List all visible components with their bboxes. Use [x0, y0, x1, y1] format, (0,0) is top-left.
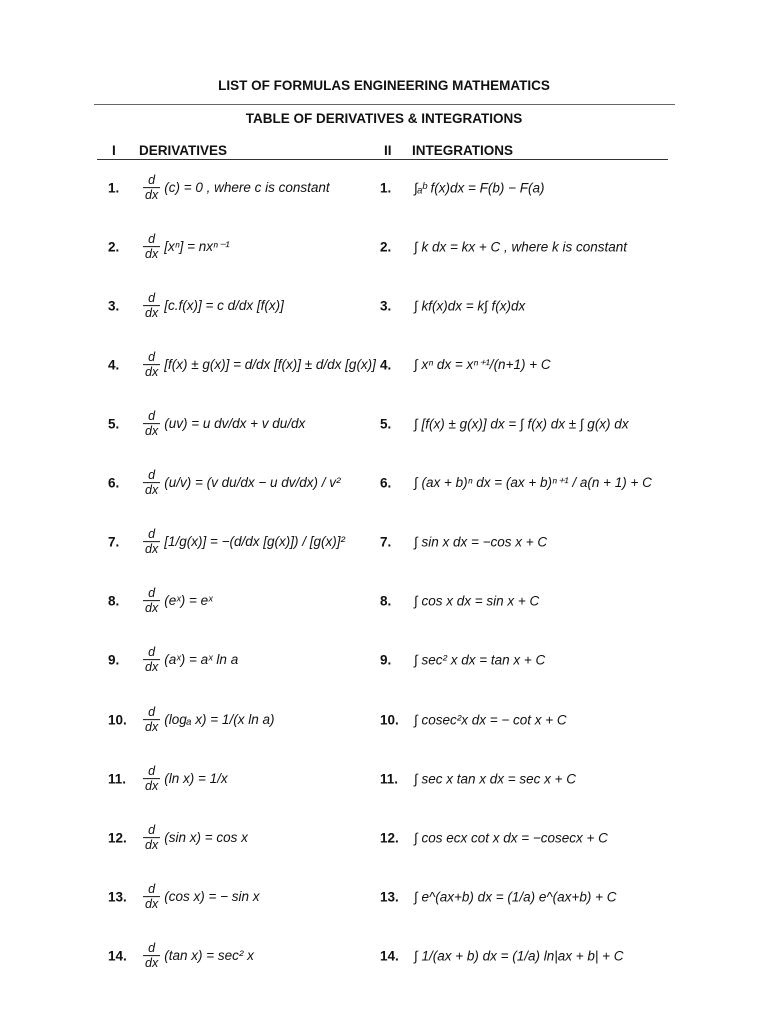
derivative-number: 9. [108, 652, 120, 668]
d-dx-operator: $\frac{d}{dx}$ [145, 882, 159, 912]
d-dx-operator: $\frac{d}{dx}$ [145, 705, 159, 735]
formula-row [0, 869, 768, 925]
integration-formula: ∫ cos ecx cot x dx = −cosecx + C [414, 830, 608, 846]
derivative-number: 7. [108, 534, 120, 550]
integration-formula: ∫ cos x dx = sin x + C [414, 593, 540, 609]
derivative-formula [141, 291, 284, 321]
integration-number: 5. [380, 416, 392, 432]
integration-formula: ∫ₐᵇ f(x)dx = F(b) − F(a) [414, 180, 545, 196]
derivative-expression: (sin x) = cos x [164, 830, 248, 846]
d-dx-operator: $\frac{d}{dx}$ [145, 350, 159, 380]
formula-row [0, 396, 768, 452]
formula-row [0, 692, 768, 748]
integration-number: 9. [380, 652, 392, 668]
formula-row [0, 455, 768, 511]
derivative-number: 3. [108, 298, 120, 314]
d-dx-operator: $\frac{d}{dx}$ [145, 764, 159, 794]
derivative-formula [141, 527, 345, 557]
integration-number: 2. [380, 239, 392, 255]
integration-number: 11. [380, 771, 399, 787]
integration-number: 4. [380, 357, 392, 373]
integration-number: 3. [380, 298, 392, 314]
d-dx-operator: $\frac{d}{dx}$ [145, 173, 159, 203]
integration-formula: ∫ (ax + b)ⁿ dx = (ax + b)ⁿ⁺¹ / a(n + 1) + C [414, 475, 652, 490]
integration-number: 7. [380, 534, 392, 550]
formula-row [0, 632, 768, 688]
integration-formula: ∫ kf(x)dx = k∫ f(x)dx [414, 298, 526, 314]
derivative-formula [141, 941, 254, 971]
formula-row [0, 160, 768, 216]
derivative-number: 1. [108, 180, 120, 196]
derivative-number: 4. [108, 357, 120, 373]
integration-formula: ∫ sin x dx = −cos x + C [414, 534, 548, 550]
derivative-expression: (c) = 0 , where c is constant [164, 180, 330, 196]
d-dx-operator: $\frac{d}{dx}$ [145, 232, 159, 262]
derivatives-heading: DERIVATIVES [139, 143, 228, 158]
derivative-formula [141, 882, 259, 912]
d-dx-operator: $\frac{d}{dx}$ [145, 941, 159, 971]
derivative-expression: (logₐ x) = 1/(x ln a) [164, 712, 275, 728]
d-dx-operator: $\frac{d}{dx}$ [145, 586, 159, 616]
derivatives-roman: I [112, 143, 116, 158]
derivative-number: 12. [108, 830, 127, 846]
integration-formula: ∫ cosec²x dx = − cot x + C [414, 712, 567, 728]
derivative-formula [141, 705, 274, 735]
integration-formula: ∫ 1/(ax + b) dx = (1/a) ln|ax + b| + C [414, 948, 624, 964]
integration-number: 6. [380, 475, 392, 491]
derivative-number: 8. [108, 593, 120, 609]
integration-number: 12. [380, 830, 399, 846]
derivative-formula [141, 586, 213, 616]
table-title: TABLE OF DERIVATIVES & INTEGRATIONS [245, 111, 523, 126]
formula-row [0, 219, 768, 275]
d-dx-operator: $\frac{d}{dx}$ [145, 468, 159, 498]
page-title: LIST OF FORMULAS ENGINEERING MATHEMATICS [218, 78, 550, 93]
derivative-expression: [xⁿ] = nxⁿ⁻¹ [164, 239, 230, 254]
formula-row [0, 337, 768, 393]
derivative-expression: [c.f(x)] = c d/dx [f(x)] [164, 298, 284, 314]
derivative-formula [141, 764, 228, 794]
derivative-expression: [f(x) ± g(x)] = d/dx [f(x)] ± d/dx [g(x)] [164, 357, 376, 373]
derivative-formula [141, 823, 248, 853]
integration-number: 1. [380, 180, 392, 196]
integration-number: 8. [380, 593, 392, 609]
formula-row [0, 928, 768, 984]
derivative-formula [141, 350, 376, 380]
integrations-heading: INTEGRATIONS [412, 143, 513, 158]
d-dx-operator: $\frac{d}{dx}$ [145, 291, 159, 321]
derivative-expression: (eˣ) = eˣ [164, 593, 213, 609]
formula-row [0, 514, 768, 570]
derivative-expression: (ln x) = 1/x [164, 771, 228, 787]
integration-formula: ∫ sec² x dx = tan x + C [414, 652, 546, 668]
derivative-number: 14. [108, 948, 127, 964]
d-dx-operator: $\frac{d}{dx}$ [145, 409, 159, 439]
derivative-formula [141, 232, 230, 262]
derivative-number: 10. [108, 712, 127, 728]
d-dx-operator: $\frac{d}{dx}$ [145, 527, 159, 557]
derivative-number: 11. [108, 771, 127, 787]
integration-number: 13. [380, 889, 399, 905]
derivative-number: 2. [108, 239, 120, 255]
integration-formula: ∫ k dx = kx + C , where k is constant [414, 239, 628, 255]
formula-row [0, 810, 768, 866]
integration-number: 10. [380, 712, 399, 728]
title-rule [94, 104, 675, 105]
formula-row [0, 278, 768, 334]
derivative-expression: (uv) = u dv/dx + v du/dx [164, 416, 306, 432]
integration-formula: ∫ sec x tan x dx = sec x + C [414, 771, 577, 787]
formula-row [0, 751, 768, 807]
integration-formula: ∫ e^(ax+b) dx = (1/a) e^(ax+b) + C [414, 889, 617, 905]
derivative-expression: (cos x) = − sin x [164, 889, 260, 905]
integrations-roman: II [384, 143, 392, 158]
derivative-expression: [1/g(x)] = −(d/dx [g(x)]) / [g(x)]² [164, 534, 345, 550]
derivative-formula [141, 468, 341, 498]
formula-row [0, 573, 768, 629]
derivative-formula [141, 173, 330, 203]
integration-formula: ∫ xⁿ dx = xⁿ⁺¹/(n+1) + C [414, 357, 551, 372]
derivative-expression: (tan x) = sec² x [164, 948, 254, 964]
derivative-number: 13. [108, 889, 127, 905]
derivative-formula [141, 409, 305, 439]
derivative-number: 5. [108, 416, 120, 432]
derivative-expression: (u/v) = (v du/dx − u dv/dx) / v² [164, 475, 341, 491]
d-dx-operator: $\frac{d}{dx}$ [145, 823, 159, 853]
d-dx-operator: $\frac{d}{dx}$ [145, 645, 159, 675]
integration-number: 14. [380, 948, 399, 964]
integration-formula: ∫ [f(x) ± g(x)] dx = ∫ f(x) dx ± ∫ g(x) dx [414, 416, 629, 432]
derivative-number: 6. [108, 475, 120, 491]
derivative-formula [141, 645, 238, 675]
derivative-expression: (aˣ) = aˣ ln a [164, 652, 239, 668]
